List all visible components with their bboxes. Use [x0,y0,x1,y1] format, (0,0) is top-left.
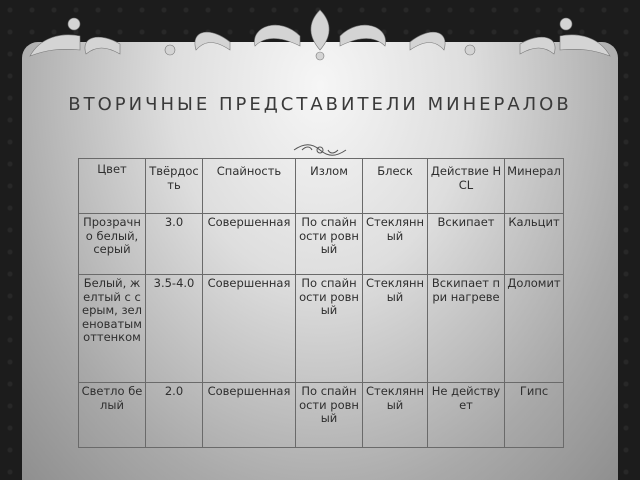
cell-mineral: Кальцит [505,214,564,275]
cell-luster: Стеклянный [363,275,428,383]
cell-mineral: Доломит [505,275,564,383]
table-row [79,275,564,383]
header-cell-luster: Блеск [363,159,428,214]
header-cell-fracture: Излом [296,159,363,214]
cell-cleavage: Совершенная [203,383,296,448]
cell-color: Светло белый [79,383,146,448]
cell-hcl-reaction: Не действует [428,383,505,448]
cell-fracture: По спайности ровный [296,275,363,383]
cell-hardness: 3.5-4.0 [146,275,203,383]
header-cell-hardness: Твёрдость [146,159,203,214]
table-row [79,383,564,448]
title-divider-ornament [290,141,350,159]
header-cell-mineral: Минерал [505,159,564,214]
header-cell-color: Цвет [79,159,146,214]
header-cell-hcl-reaction: Действие HCL [428,159,505,214]
cell-mineral: Гипс [505,383,564,448]
cell-hcl-reaction: Вскипает при нагреве [428,275,505,383]
cell-hardness: 3.0 [146,214,203,275]
cell-luster: Стеклянный [363,214,428,275]
top-ornament [0,6,640,66]
cell-fracture: По спайности ровный [296,383,363,448]
table-header-row [79,159,564,214]
cell-cleavage: Совершенная [203,214,296,275]
cell-luster: Стеклянный [363,383,428,448]
table-row [79,214,564,275]
slide-title: ВТОРИЧНЫЕ ПРЕДСТАВИТЕЛИ МИНЕРАЛОВ [68,94,572,115]
cell-color: Прозрачно белый, серый [79,214,146,275]
header-cell-cleavage: Спайность [203,159,296,214]
cell-cleavage: Совершенная [203,275,296,383]
minerals-table [78,158,564,448]
cell-hcl-reaction: Вскипает [428,214,505,275]
cell-fracture: По спайности ровный [296,214,363,275]
cell-color: Белый, желтый с серым, зеленоватым оттенком [79,275,146,383]
cell-hardness: 2.0 [146,383,203,448]
